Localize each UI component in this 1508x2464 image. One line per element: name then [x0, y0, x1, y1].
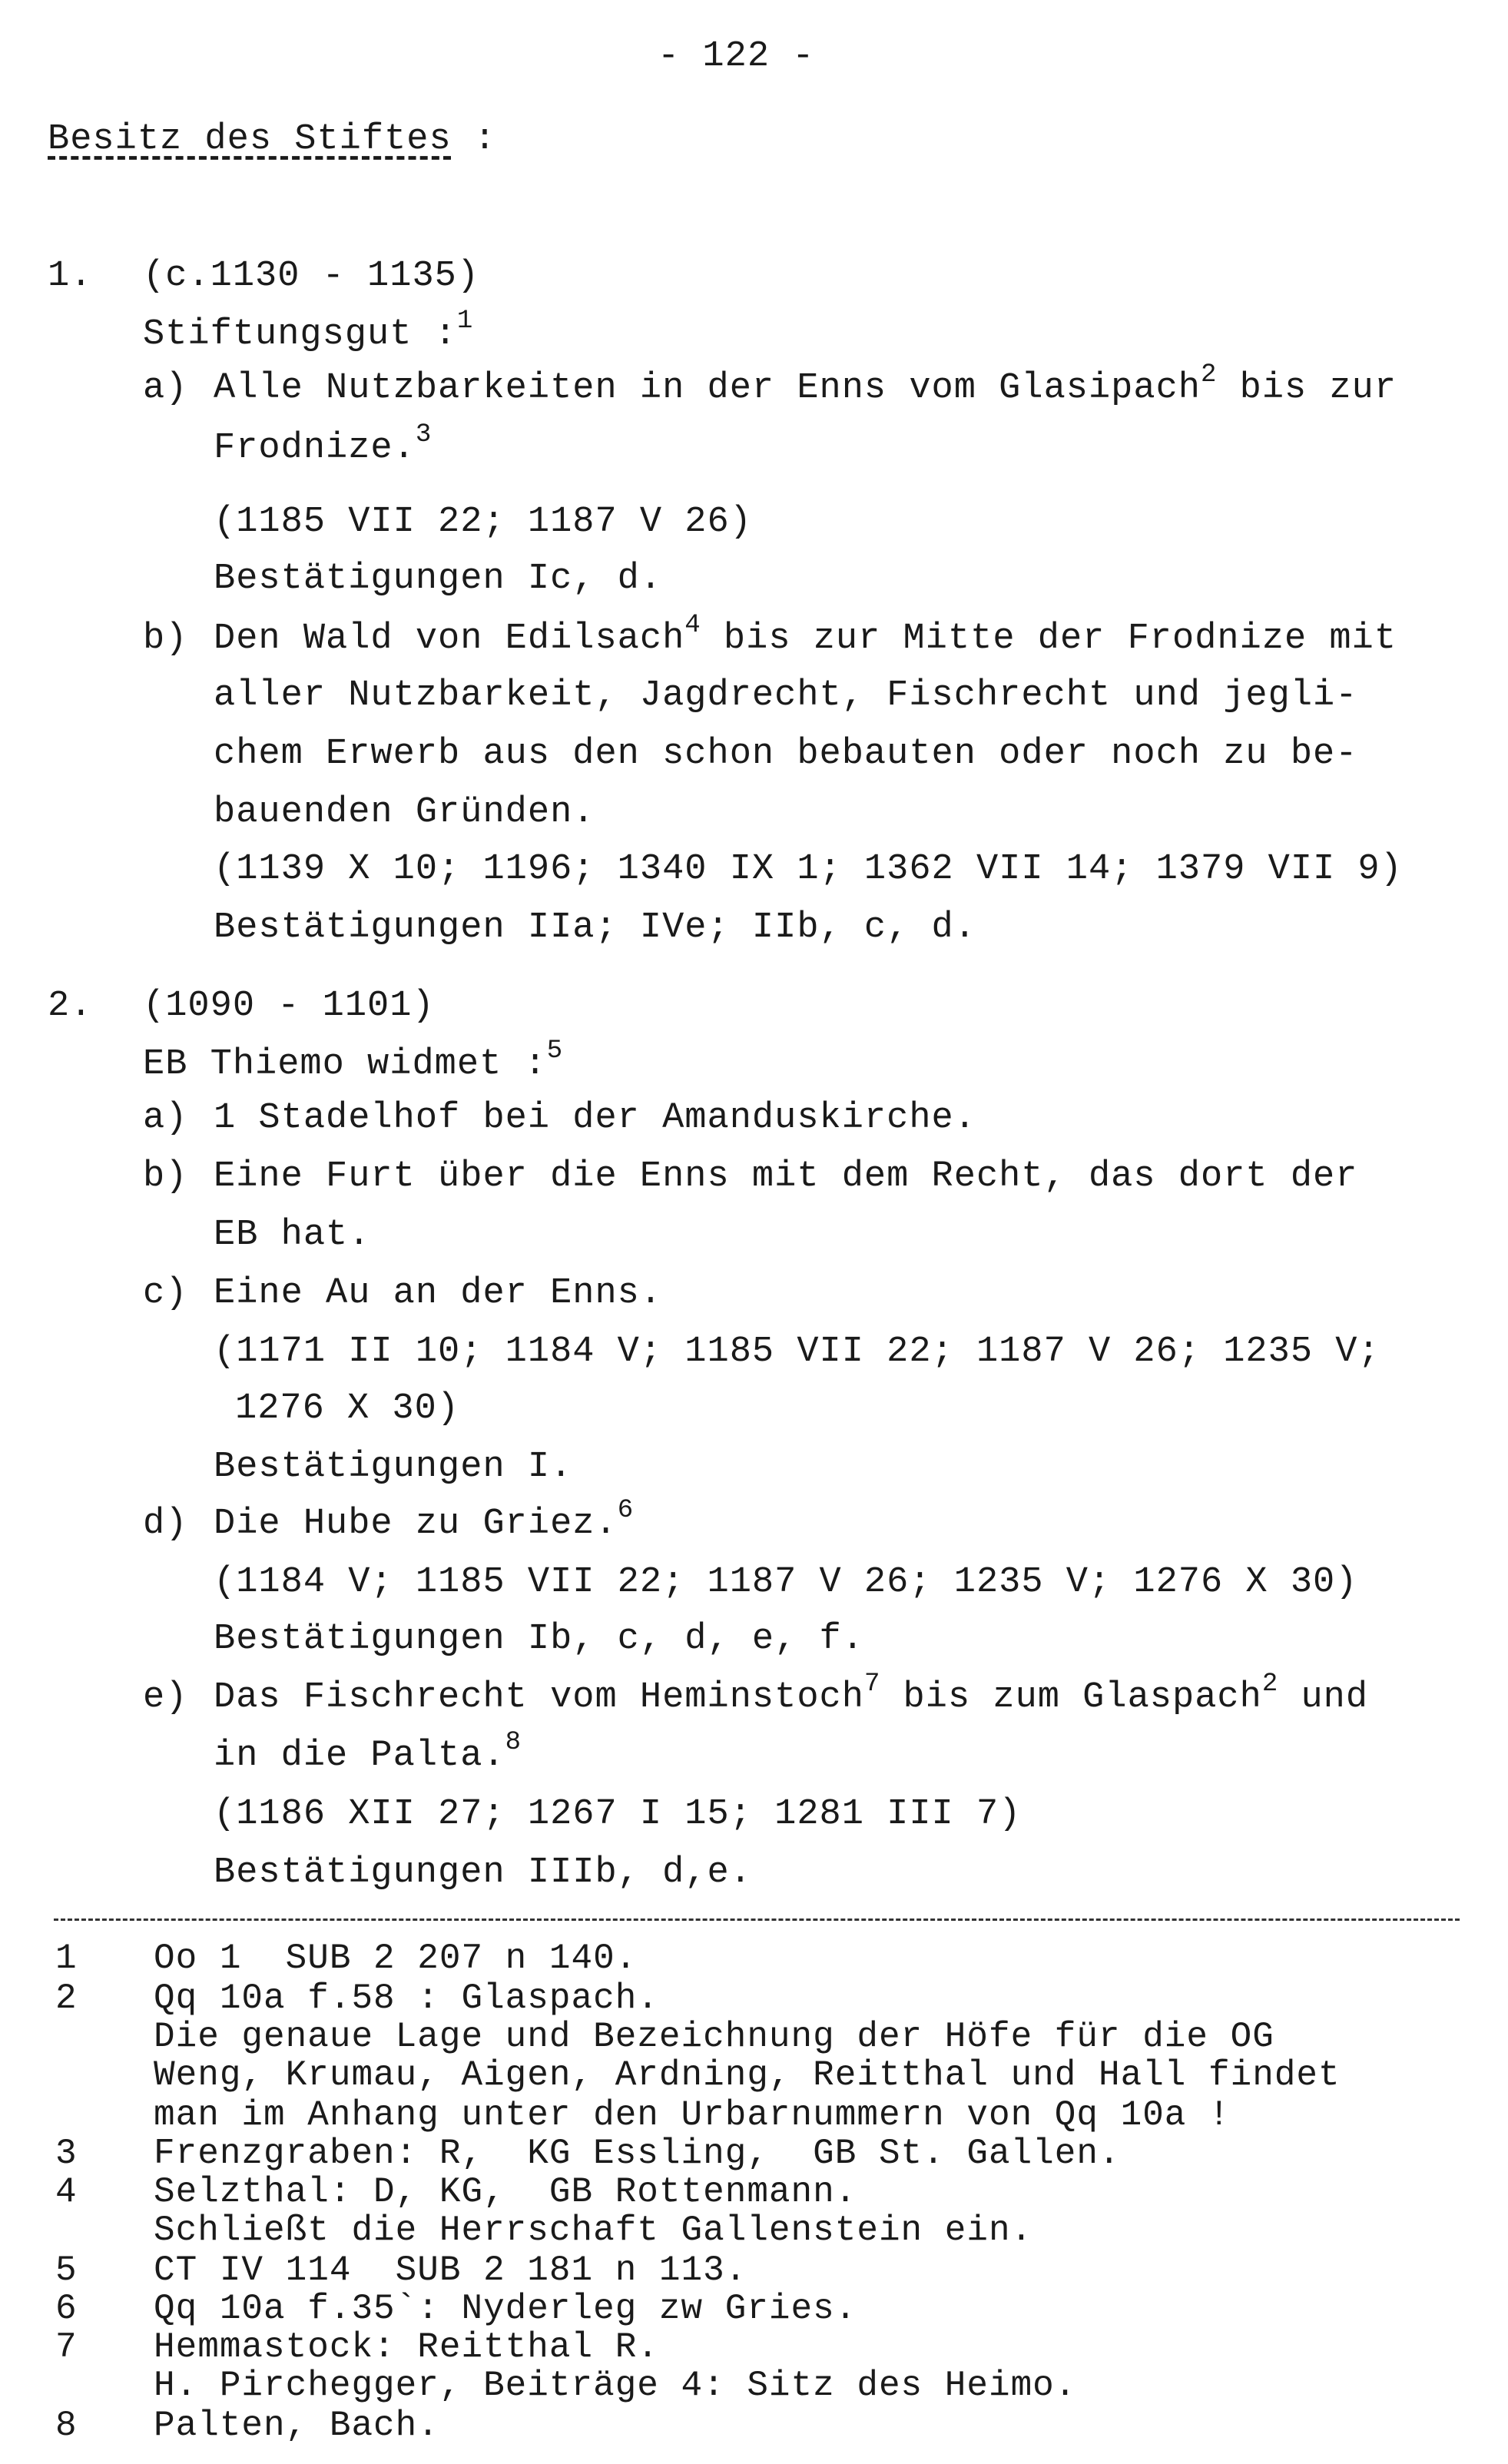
text: und — [1278, 1677, 1369, 1718]
footnote-5-number: 5 — [55, 2250, 78, 2290]
footnote-ref: 2 — [1261, 1670, 1279, 1700]
item-2c-dates-2: 1276 X 30) — [235, 1388, 460, 1429]
section-1-date: (c.1130 - 1135) — [143, 256, 480, 297]
item-2e-dates: (1186 XII 27; 1267 I 15; 1281 III 7) — [214, 1794, 1022, 1835]
footnote-5-line-1: CT IV 114 SUB 2 181 n 113. — [154, 2250, 747, 2290]
footnote-2-number: 2 — [55, 1978, 78, 2018]
footnote-4-line-2: Schließt die Herrschaft Gallenstein ein. — [154, 2210, 1033, 2250]
item-2a-label: a) — [143, 1098, 188, 1139]
footnote-ref: 1 — [456, 307, 474, 337]
item-2c-label: c) — [143, 1273, 188, 1314]
section-2-title — [143, 1036, 564, 1085]
item-2e-confirm: Bestätigungen IIIb, d,e. — [214, 1852, 752, 1893]
text: in die Palta. — [214, 1736, 505, 1776]
item-2b-line-1: Eine Furt über die Enns mit dem Recht, das dort der — [214, 1156, 1358, 1197]
item-1a-confirm: Bestätigungen Ic, d. — [214, 559, 663, 599]
footnote-1-number: 1 — [55, 1938, 78, 1978]
section-2-date: (1090 - 1101) — [143, 986, 435, 1026]
text: Frodnize. — [214, 428, 416, 469]
item-2c-confirm: Bestätigungen I. — [214, 1447, 573, 1487]
footnote-2-line-3: Weng, Krumau, Aigen, Ardning, Reitthal und Hall findet — [154, 2055, 1341, 2095]
footnote-1-line-1: Oo 1 SUB 2 207 n 140. — [154, 1938, 638, 1978]
text: bis zum Glaspach — [880, 1677, 1262, 1718]
item-2c-text: Eine Au an der Enns. — [214, 1273, 663, 1314]
item-1a-dates: (1185 VII 22; 1187 V 26) — [214, 502, 752, 542]
item-2b-label: b) — [143, 1156, 188, 1197]
text: Den Wald von Edilsach — [214, 618, 685, 659]
section-1-title — [143, 307, 474, 355]
footnote-ref: 6 — [617, 1496, 635, 1526]
item-2d-confirm: Bestätigungen Ib, c, d, e, f. — [214, 1619, 864, 1660]
item-2e-label: e) — [143, 1677, 188, 1718]
text: bis zur Mitte der Frodnize mit — [701, 618, 1397, 659]
item-1b-line-1 — [214, 611, 1397, 659]
page-number: - 122 - — [658, 36, 815, 77]
footnote-4-number: 4 — [55, 2172, 78, 2212]
footnote-ref: 7 — [863, 1670, 881, 1700]
text: Das Fischrecht vom Heminstoch — [214, 1677, 864, 1718]
item-2d-dates: (1184 V; 1185 VII 22; 1187 V 26; 1235 V; 1276 X 30) — [214, 1562, 1358, 1603]
footnote-7-line-1: Hemmastock: Reitthal R. — [154, 2327, 659, 2367]
text: Die Hube zu Griez. — [214, 1504, 618, 1544]
item-2a-text: 1 Stadelhof bei der Amanduskirche. — [214, 1098, 976, 1139]
section-2-number: 2. — [48, 986, 93, 1026]
item-2d-text — [214, 1496, 635, 1544]
item-1b-dates: (1139 X 10; 1196; 1340 IX 1; 1362 VII 14; 1379 VII 9) — [214, 849, 1403, 890]
item-1a-label: a) — [143, 368, 188, 409]
footnote-ref: 8 — [505, 1728, 522, 1758]
footnote-8-line-1: Palten, Bach. — [154, 2406, 439, 2446]
footnote-2-line-4: man im Anhang unter den Urbarnummern von Qq 10a ! — [154, 2095, 1231, 2135]
footnote-divider — [54, 1918, 1460, 1921]
text: Alle Nutzbarkeiten in der Enns vom Glasipach — [214, 368, 1201, 409]
footnote-7-line-2: H. Pirchegger, Beiträge 4: Sitz des Heimo. — [154, 2366, 1077, 2406]
footnote-ref: 5 — [546, 1036, 564, 1066]
heading-suffix: : — [451, 119, 497, 160]
footnote-6-number: 6 — [55, 2289, 78, 2329]
title-text: Stiftungsgut : — [143, 314, 457, 355]
footnote-4-line-1: Selzthal: D, KG, GB Rottenmann. — [154, 2172, 857, 2212]
item-1b-line-4: bauenden Gründen. — [214, 792, 595, 833]
item-1b-label: b) — [143, 618, 188, 659]
footnote-7-number: 7 — [55, 2327, 78, 2367]
footnote-8-number: 8 — [55, 2406, 78, 2446]
footnote-ref: 4 — [684, 611, 701, 641]
text: bis zur — [1217, 368, 1397, 409]
item-2e-line-1 — [214, 1670, 1369, 1718]
item-1b-line-3: chem Erwerb aus den schon bebauten oder noch zu be- — [214, 734, 1358, 774]
title-text: EB Thiemo widmet : — [143, 1044, 547, 1085]
footnote-ref: 2 — [1201, 360, 1218, 390]
item-1a-line-1 — [214, 360, 1397, 409]
item-2c-dates-1: (1171 II 10; 1184 V; 1185 VII 22; 1187 V 26; 1235 V; — [214, 1331, 1380, 1372]
section-1-number: 1. — [48, 256, 93, 297]
item-1b-line-2: aller Nutzbarkeit, Jagdrecht, Fischrecht und jegli- — [214, 675, 1358, 716]
footnote-ref: 3 — [415, 420, 433, 450]
heading-text: Besitz des Stiftes — [48, 119, 452, 160]
footnote-3-number: 3 — [55, 2134, 78, 2174]
footnote-3-line-1: Frenzgraben: R, KG Essling, GB St. Gallen. — [154, 2134, 1121, 2174]
item-2d-label: d) — [143, 1504, 188, 1544]
footnote-6-line-1: Qq 10a f.35`: Nyderleg zw Gries. — [154, 2289, 857, 2329]
footnote-2-line-1: Qq 10a f.58 : Glaspach. — [154, 1978, 659, 2018]
item-1b-confirm: Bestätigungen IIa; IVe; IIb, c, d. — [214, 907, 976, 948]
section-heading — [48, 121, 496, 158]
item-2e-line-2 — [214, 1728, 522, 1776]
footnote-2-line-2: Die genaue Lage und Bezeichnung der Höfe für die OG — [154, 2017, 1274, 2057]
item-2b-line-2: EB hat. — [214, 1215, 371, 1255]
item-1a-line-2 — [214, 420, 433, 469]
